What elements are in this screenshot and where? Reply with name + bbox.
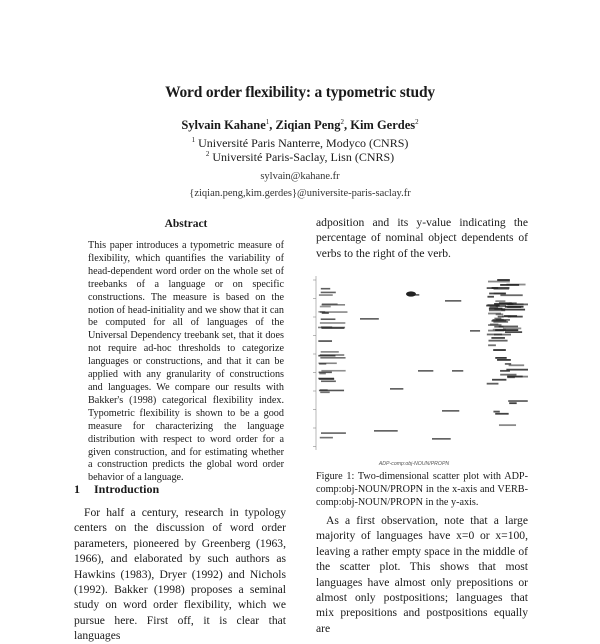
data-point-label-left (319, 294, 333, 296)
data-point-label-middle (452, 370, 463, 372)
scatter-plot-figure (300, 270, 528, 470)
data-point-label-left (321, 380, 336, 382)
data-point-label-right (505, 363, 511, 365)
data-point-label-left (321, 292, 336, 294)
data-point-dense (406, 291, 416, 296)
data-point-label-right (488, 344, 496, 346)
section-title: Introduction (94, 482, 160, 496)
data-point-label-right (497, 359, 511, 361)
data-point-label-right (508, 303, 524, 305)
right-column-text-body (316, 513, 528, 636)
data-point-label-right (488, 340, 507, 342)
section-heading-introduction (74, 482, 159, 497)
data-point-label-left (318, 311, 325, 313)
data-point-label-right (495, 357, 506, 359)
author-separator: , (269, 118, 276, 132)
data-point-label-right (499, 424, 516, 426)
data-point-label-right (487, 383, 499, 385)
affiliation-text: Université Paris Nanterre, Modyco (CNRS) (198, 136, 409, 150)
data-point-label-right (488, 313, 501, 315)
introduction-body (74, 505, 286, 644)
data-point-label-left (319, 390, 344, 392)
x-axis-label: ADP-comp:obj-NOUN/PROPN (378, 461, 450, 467)
data-point-label-right (490, 306, 499, 308)
figure-caption: Figure 1: Two-dimensional scatter plot with ADP-comp:obj-NOUN/PROPN in the x-axis and VERB-comp:obj-NOUN/PROPN in the y-axis. (316, 471, 528, 509)
data-point-label-right (492, 287, 510, 289)
abstract-body (88, 240, 284, 485)
body-paragraph: adposition and its y-value indicating the percentage of nominal object dependents of verbs to the right of the verb. (316, 216, 528, 260)
author-list (0, 118, 600, 133)
body-paragraph: As a first observation, note that a large majority of languages have x=0 or x=100, leaving a rather empty space in the middle of the scatter plot. This shows that most languages have almost only prepositions or almost only postpositions; languages that mix prepositions and postpositions equally are (316, 514, 528, 635)
data-point-label-left (321, 432, 346, 434)
data-point-label-left (321, 351, 339, 353)
data-point-label-right (507, 376, 522, 378)
data-point-label-right (493, 349, 506, 351)
data-point-label-right (505, 331, 522, 333)
data-point-label-left (322, 304, 345, 306)
data-point-label-left (321, 318, 336, 320)
data-point-label-right (500, 294, 522, 296)
data-point-label-left (320, 306, 331, 308)
data-point-label-right (493, 411, 499, 413)
data-point-label-right (496, 319, 504, 321)
data-point-label-right (493, 329, 506, 331)
paper-title: Word order flexibility: a typometric study (165, 84, 435, 101)
affiliation-mark: 1 (191, 136, 196, 144)
data-point-label-right (493, 321, 508, 323)
data-point-label-right (487, 304, 499, 306)
data-point-label-right (507, 306, 521, 308)
data-point-label-left (318, 378, 334, 380)
data-point-label-left (321, 370, 345, 372)
data-point-label-right (494, 334, 511, 336)
data-point-label-right (500, 374, 516, 376)
data-point-label-right (500, 284, 519, 286)
data-point-label-left (320, 357, 345, 359)
author-affiliation-mark: 1 (265, 117, 270, 126)
data-point-label-middle (360, 318, 379, 320)
data-point-label-left (320, 392, 329, 394)
abstract-heading: Abstract (164, 218, 208, 230)
author-name: Ziqian Peng (275, 118, 341, 132)
data-point-label-right (495, 300, 505, 302)
section-number: 1 (74, 482, 80, 496)
data-point-label-left (321, 288, 330, 290)
data-point-label-left (319, 363, 326, 365)
abstract-paragraph: This paper introduces a typometric measure of flexibility, which quantifies the variability of head-dependent word order on the whole set of treebanks of a language or on specific constructions. The measure is based on the notion of head-initiality and we show that it can be computed for all of languages of the Universal Dependency treebank set, that it does not require ad-hoc thresholds to categorize languages or constructions, and that it can be applied with any granularity of constructions and languages. We compare our results with Bakker's (1998) categorical flexibility index. Typometric flexibility is shown to be a good measure for characterizing the language distribution with respect to word order for a given construction, and for estimating whether a construction predicts the global word order behavior of a language. (88, 240, 284, 484)
data-point-label-right (491, 337, 505, 339)
author-name: Sylvain Kahane (181, 118, 266, 132)
data-point-label-right (509, 402, 517, 404)
data-point-label-middle (390, 388, 403, 390)
data-point-label-left (319, 373, 326, 375)
data-point-label-right (495, 413, 508, 415)
data-point-label-left (320, 354, 344, 356)
author-email: {ziqian.peng,kim.gerdes}@universite-paris-saclay.fr (189, 188, 411, 199)
data-point-label-middle (432, 438, 451, 440)
author-separator: , (343, 118, 351, 132)
affiliation (0, 150, 600, 165)
affiliation-text: Université Paris-Saclay, Lisn (CNRS) (212, 150, 395, 164)
data-point-label-middle (445, 300, 461, 302)
data-point-label-left (318, 327, 345, 329)
data-point-label-right (492, 379, 506, 381)
data-point-label-right (497, 279, 510, 281)
affiliation-mark: 2 (205, 150, 210, 158)
data-point-label-left (320, 437, 333, 439)
data-point-label-right (499, 326, 518, 328)
data-point-label-right (498, 316, 504, 318)
author-name: Kim Gerdes (350, 118, 416, 132)
data-point-label-right (489, 293, 506, 295)
data-point-label-middle (442, 410, 459, 412)
introduction-paragraph: For half a century, research in typology centers on the discussion of word order parameters, pioneered by Greenberg (1963, 1966), and elaborated by such authors as Hawkins (1983), Dryer (1992) and Nichols (1992). Bakker (1998) proposes a seminal study on word order flexibility, which we pursue here. First off, it is clear that languages (74, 506, 286, 643)
data-point-label-right (508, 400, 528, 402)
data-point-label-right (489, 309, 505, 311)
scatter-plot (300, 270, 528, 470)
right-column-text-top (316, 215, 528, 261)
author-email: sylvain@kahane.fr (260, 171, 340, 182)
author-affiliation-mark: 2 (415, 117, 419, 126)
data-point-label-middle (418, 370, 433, 372)
data-point-label-middle (374, 430, 398, 432)
data-point-label-middle (470, 330, 480, 332)
author-affiliation-mark: 2 (340, 117, 344, 126)
affiliation (0, 136, 600, 151)
data-point-label-right (506, 369, 528, 371)
data-point-label-right (487, 296, 493, 298)
data-point-label-left (320, 322, 345, 324)
data-point-label-left (318, 340, 332, 342)
